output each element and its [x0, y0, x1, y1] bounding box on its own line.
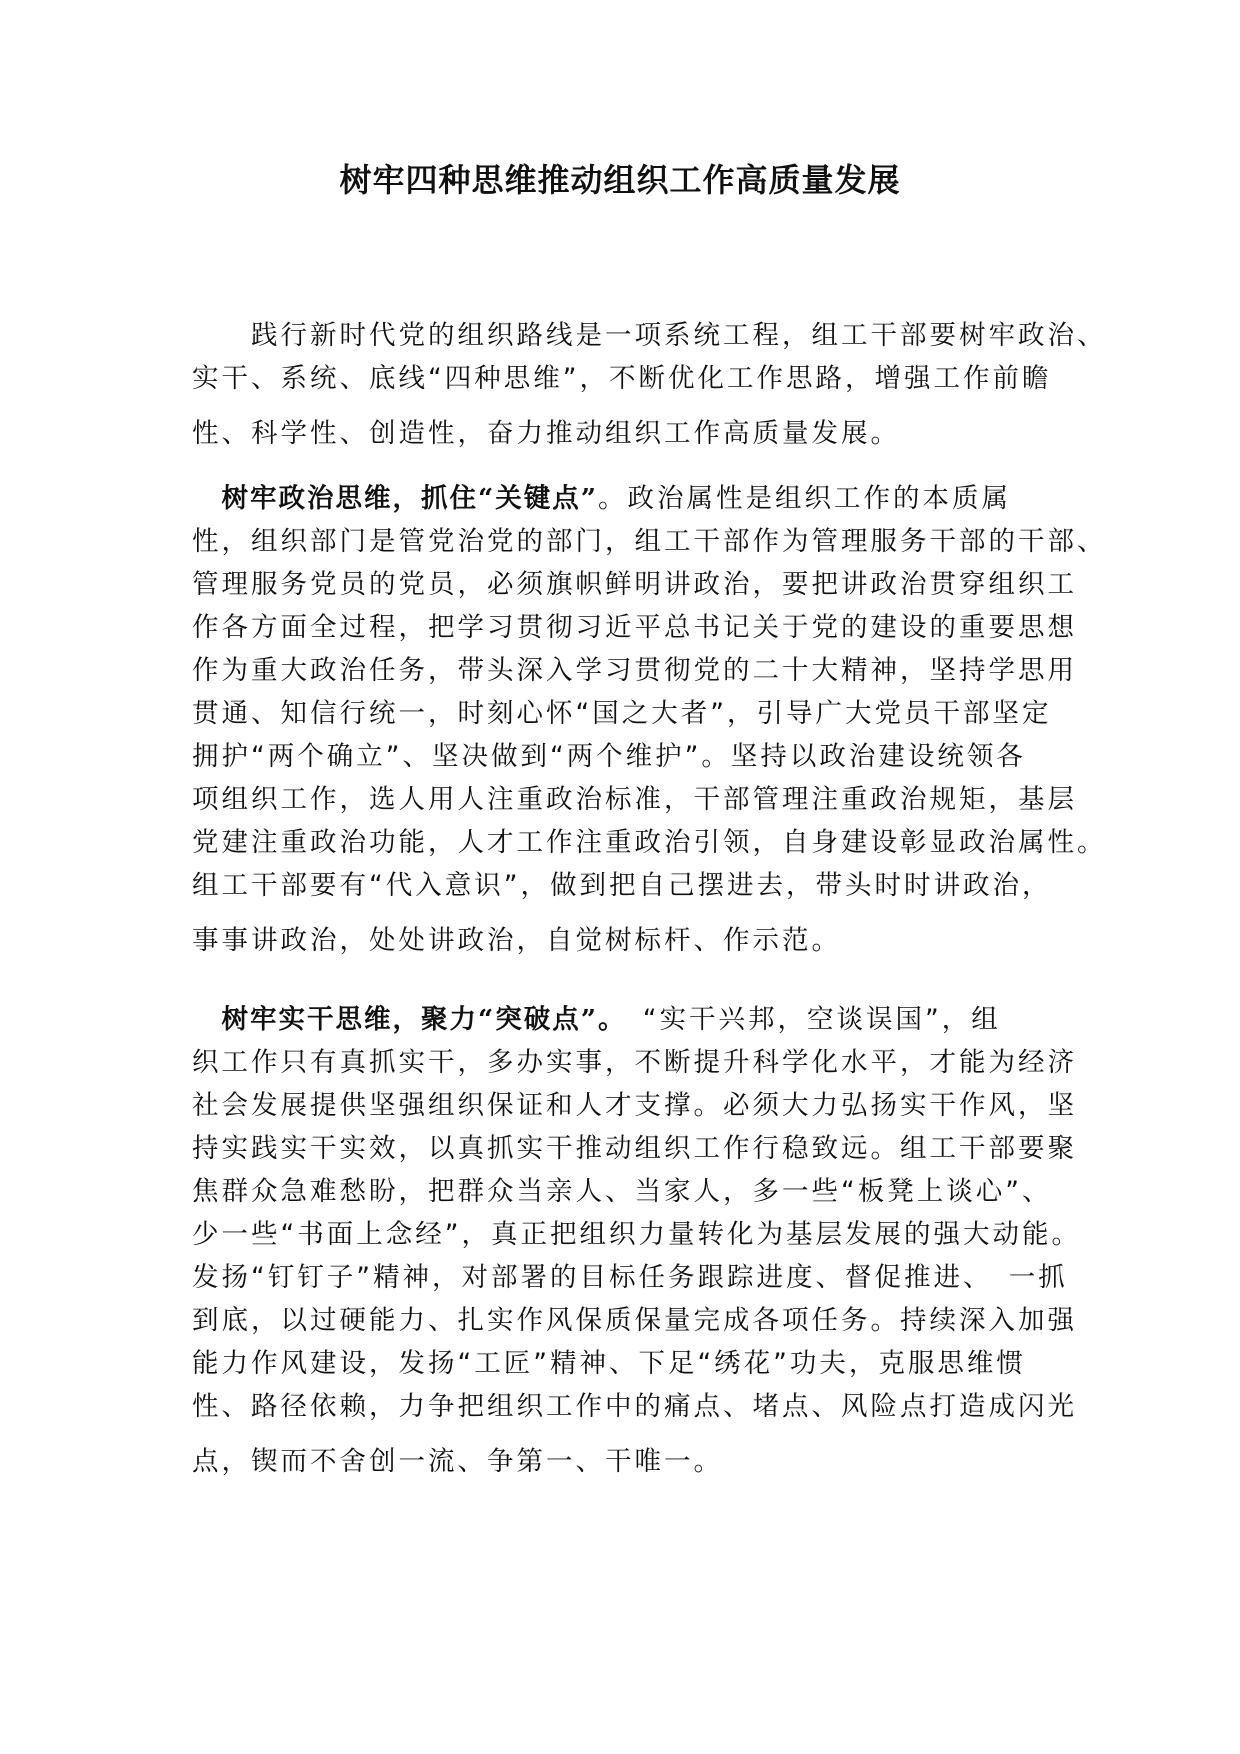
paragraph-line: 党建注重政治功能，人才工作注重政治引领，自身建设彰显政治属性。 [192, 827, 1107, 858]
document-title: 树牢四种思维推动组织工作高质量发展 [339, 161, 901, 199]
political-thinking-paragraph [192, 477, 1107, 962]
section-heading: 树牢政治思维，抓住“关键点” [221, 483, 598, 514]
paragraph-line: 能力作风建设，发扬“工匠”精神、下足“绣花”功夫，克服思维惯 [192, 1348, 1026, 1379]
paragraph-line: 焦群众急难愁盼，把群众当亲人、当家人，多一些“板凳上谈心”、 [192, 1176, 1052, 1207]
paragraph-line: 作为重大政治任务，带头深入学习贯彻党的二十大精神，坚持学思用 [192, 655, 1077, 686]
paragraph-line: 管理服务党员的党员，必须旗帜鲜明讲政治，要把讲政治贯穿组织工 [192, 569, 1077, 600]
paragraph-line: 性、科学性、创造性，奋力推动组织工作高质量发展。 [192, 418, 900, 449]
paragraph-line: 贯通、知信行统一，时刻心怀“国之大者”，引导广大党员干部坚定 [192, 698, 1052, 729]
paragraph-line: 到底，以过硬能力、扎实作风保质保量完成各项任务。持续深入加强 [192, 1305, 1077, 1336]
paragraph-line: 织工作只有真抓实干，多办实事，不断提升科学化水平，才能为经济 [192, 1047, 1077, 1078]
paragraph-line: 少一些“书面上念经”，真正把组织力量转化为基层发展的强大动能。 [192, 1219, 1081, 1250]
practical-action-paragraph [192, 998, 1081, 1483]
paragraph-line: 性，组织部门是管党治党的部门，组工干部作为管理服务干部的干部、 [192, 526, 1107, 557]
paragraph-line: 组工干部要有“代入意识”，做到把自己摆进去，带头时时讲政治， [192, 870, 1052, 901]
paragraph-line: 点，锲而不舍创一流、争第一、干唯一。 [192, 1446, 723, 1477]
paragraph-line: 实干、系统、底线“四种思维”，不断优化工作思路，增强工作前瞻 [192, 363, 1052, 394]
paragraph-line: 作各方面全过程，把学习贯彻习近平总书记关于党的建设的重要思想 [192, 612, 1077, 643]
paragraph-text: 。政治属性是组织工作的本质属 [598, 483, 1011, 514]
paragraph-text: “实干兴邦，空谈误国”，组 [613, 1004, 1001, 1035]
paragraph-line: 社会发展提供坚强组织保证和人才支撑。必须大力弘扬实干作风，坚 [192, 1090, 1077, 1121]
paragraph-line: 性、路径依赖，力争把组织工作中的痛点、堵点、风险点打造成闪光 [192, 1391, 1077, 1422]
paragraph-line: 持实践实干实效，以真抓实干推动组织工作行稳致远。组工干部要聚 [192, 1133, 1077, 1164]
paragraph-first-line [192, 998, 1062, 1041]
paragraph-first-line [192, 477, 1062, 520]
paragraph-line: 发扬“钉钉子”精神，对部署的目标任务跟踪进度、督促推进、 一抓 [192, 1262, 1068, 1293]
section-heading: 树牢实干思维，聚力“突破点”。 [221, 1004, 614, 1035]
paragraph-line: 拥护“两个确立”、坚决做到“两个维护”。坚持以政治建设统领各 [192, 741, 1026, 772]
paragraph-line: 项组织工作，选人用人注重政治标准，干部管理注重政治规矩，基层 [192, 784, 1077, 815]
intro-paragraph [192, 314, 1107, 455]
paragraph-line: 事事讲政治，处处讲政治，自觉树标杆、作示范。 [192, 925, 841, 956]
paragraph-line: 践行新时代党的组织路线是一项系统工程，组工干部要树牢政治、 [192, 320, 1107, 351]
